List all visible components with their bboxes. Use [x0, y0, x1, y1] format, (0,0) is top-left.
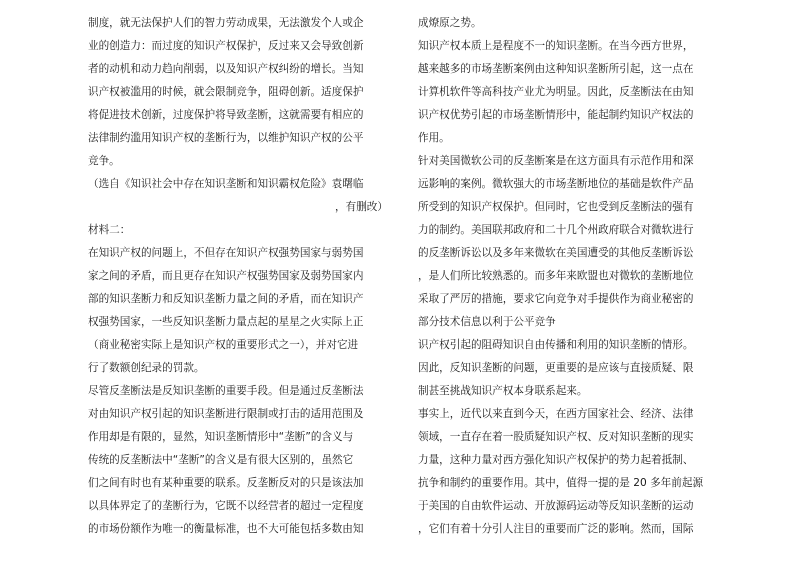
left-column-line: 者的动机和动力趋向削弱，以及知识产权纠纷的增长。当知 [88, 63, 364, 75]
left-column-line: 们之间有时也有某种重要的联系。反垄断反对的只是该法加 [88, 477, 364, 489]
right-column-line: 事实上，近代以来直到今天，在西方国家社会、经济、法律 [418, 408, 694, 420]
right-column-line: 部分技术信息以利于公平竞争 [418, 316, 556, 328]
right-column-line: 力的制约。美国联邦政府和二十几个州政府联合对微软进行 [418, 224, 694, 236]
left-column-line: 对由知识产权引起的知识垄断进行限制或打击的适用范围及 [88, 408, 364, 420]
left-column-line: 家之间的矛盾，而且更存在知识产权强势国家及弱势国家内 [88, 270, 364, 282]
left-column-line: 的市场份额作为唯一的衡量标准，也不大可能包括多数由知 [88, 523, 364, 535]
left-column-line: 尽管反垄断法是反知识垄断的重要手段。但是通过反垄断法 [88, 385, 364, 397]
left-column-line: 作用却是有限的，显然，知识垄断情形中“垄断”的含义与 [88, 431, 354, 443]
left-column-line: 法律制约滥用知识产权的垄断行为，以维护知识产权的公平 [88, 132, 364, 144]
right-column-line: 因此，反知识垄断的问题，更重要的是应该与直接质疑、限 [418, 362, 694, 374]
right-column-line: 于美国的自由软件运动、开放源码运动等反知识垄断的运动 [418, 500, 694, 512]
left-text-column [88, 12, 388, 541]
left-column-line: 竞争。 [88, 155, 120, 167]
right-column-line: 作用。 [418, 132, 450, 144]
left-column-line: ，有删改） [335, 201, 388, 213]
right-column-line: 计算机软件等高科技产业尤为明显。因此，反垄断法在由知 [418, 86, 694, 98]
right-column-line: 制甚至挑战知识产权本身联系起来。 [418, 385, 588, 397]
right-column-line: 成燎原之势。 [418, 17, 482, 29]
right-column-line: 的反垄断诉讼以及多年来微软在美国遭受的其他反垄断诉讼 [418, 247, 694, 259]
right-column-line: 采取了严厉的措施，要求它向竞争对手提供作为商业秘密的 [418, 293, 694, 305]
right-column-line: 知识产权本质上是程度不一的知识垄断。在当今西方世界， [418, 40, 694, 52]
right-column-line: 越来越多的市场垄断案例由这种知识垄断所引起，这一点在 [418, 63, 694, 75]
left-column-line: 材料二： [88, 224, 131, 236]
left-column-line: 行了数额创纪录的罚款。 [88, 362, 205, 374]
left-column-line: 制度，就无法保护人们的智力劳动成果，无法激发个人或企 [88, 17, 364, 29]
right-column-line: 远影响的案例。微软强大的市场垄断地位的基础是软件产品 [418, 178, 694, 190]
left-column-line: 权强势国家，一些反知识垄断力量点起的星星之火实际上正 [88, 316, 364, 328]
left-column-line: 业的创造力：而过度的知识产权保护，反过来又会导致创新 [88, 40, 364, 52]
right-column-line: 识产权引起的阻碍知识自由传播和利用的知识垄断的情形。 [418, 339, 694, 351]
right-column-line: 抗争和制约的重要作用。其中，值得一提的是 20 多年前起源 [418, 477, 704, 489]
right-text-column [418, 12, 714, 541]
right-column-line: 所受到的知识产权保护。但同时，它也受到反垄断法的强有 [418, 201, 694, 213]
left-column-line: 传统的反垄断法中“垄断”的含义是有很大区别的，虽然它 [88, 454, 354, 466]
left-column-line: 部的知识垄断力和反知识垄断力量之间的矛盾，而在知识产 [88, 293, 364, 305]
right-column-line: 力量，这种力量对西方强化知识产权保护的势力起着抵制、 [418, 454, 694, 466]
left-column-line: （选自《知识社会中存在知识垄断和知识霸权危险》袁曙临 [88, 178, 364, 190]
left-column-line: 以具体界定了的垄断行为，它既不以经营者的超过一定程度 [88, 500, 364, 512]
left-column-line: 将促进技术创新，过度保护将导致垄断，这就需要有相应的 [88, 109, 364, 121]
left-column-line: （商业秘密实际上是知识产权的重要形式之一），并对它进 [88, 339, 359, 351]
right-column-line: 识产权优势引起的市场垄断情形中，能起制约知识产权法的 [418, 109, 694, 121]
right-column-line: 针对美国微软公司的反垄断案是在这方面具有示范作用和深 [418, 155, 694, 167]
left-column-line: 识产权被滥用的时候，就会限制竞争，阻碍创新。适度保护 [88, 86, 364, 98]
right-column-line: 领域，一直存在着一股质疑知识产权、反对知识垄断的现实 [418, 431, 694, 443]
right-column-line: ，是人们所比较熟悉的。而多年来欧盟也对微软的垄断地位 [418, 270, 694, 282]
left-column-line: 在知识产权的问题上，不但存在知识产权强势国家与弱势国 [88, 247, 364, 259]
right-column-line: ，它们有着十分引人注目的重要而广泛的影响。然而，国际 [418, 523, 694, 535]
